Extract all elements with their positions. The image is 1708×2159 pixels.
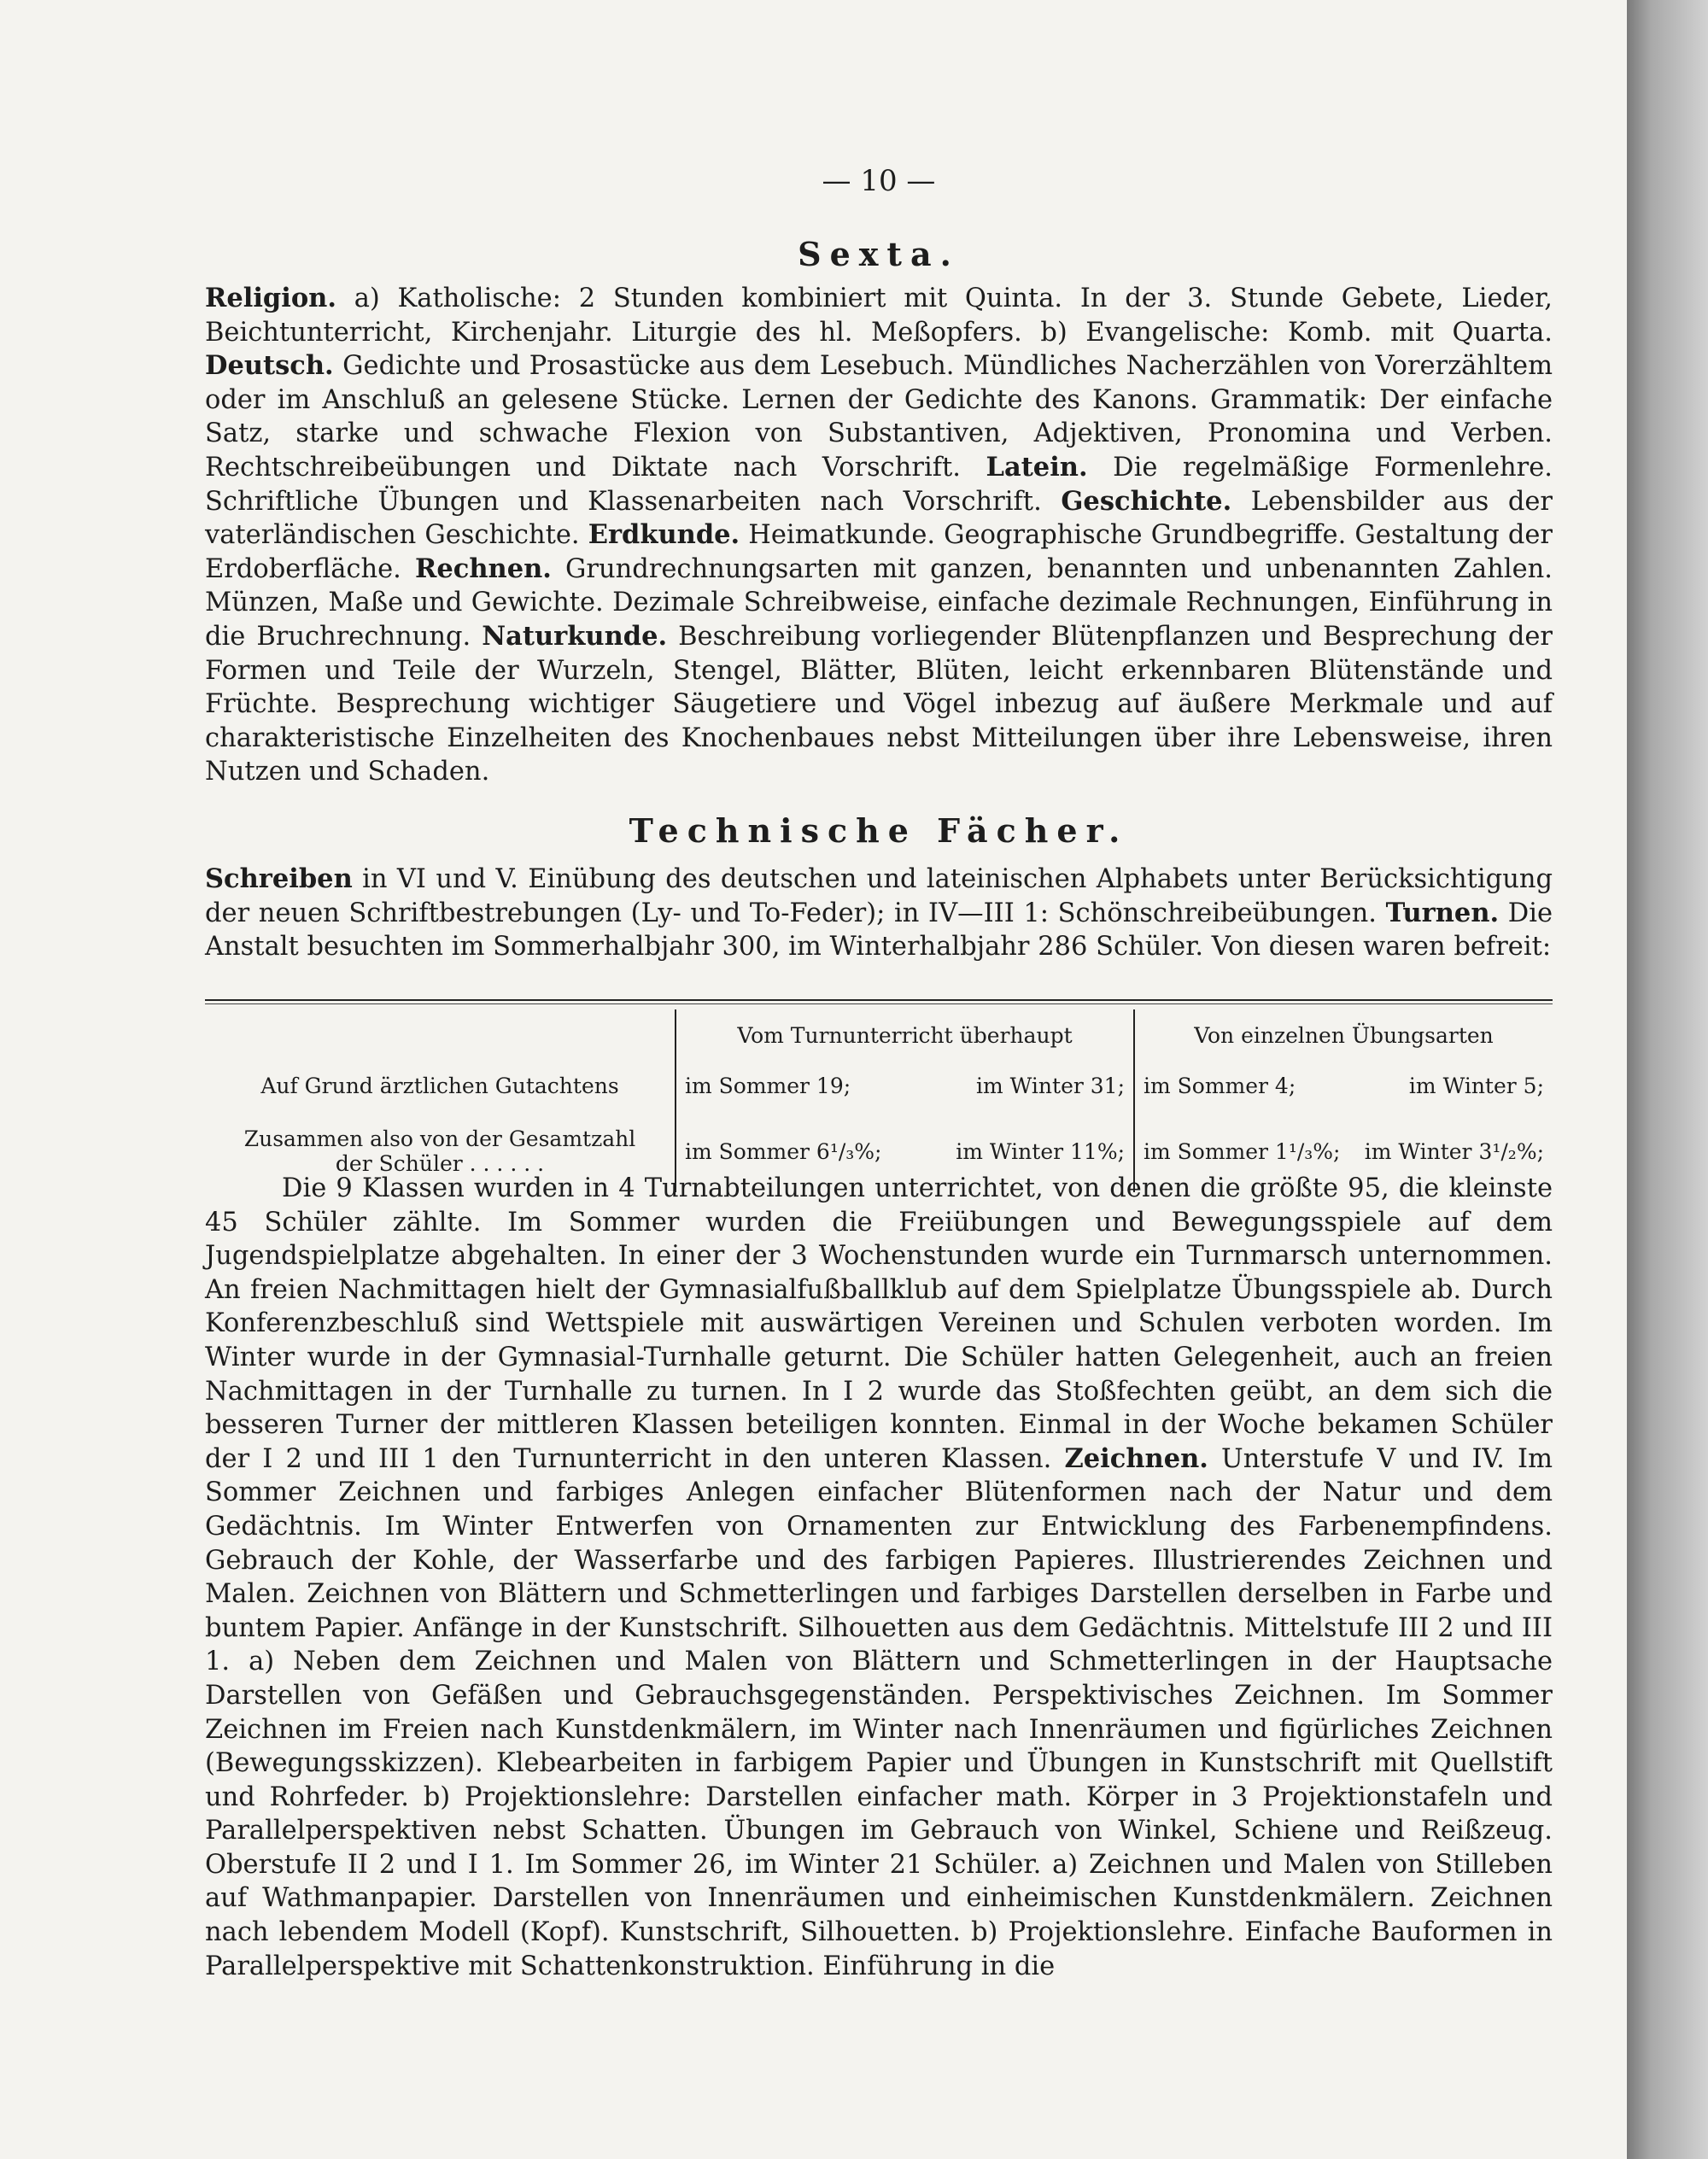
table-top-rule-thin: [205, 1003, 1553, 1004]
text-turnen: Die Anstalt besuchten im Sommerhalbjahr 300, im Winterhalbjahr 286 Schüler. Von diesen waren befreit:: [205, 898, 1553, 962]
table-header-empty: [205, 1009, 676, 1061]
subject-geschichte: Geschichte.: [1061, 485, 1232, 517]
page-number: — 10 —: [822, 164, 936, 198]
subject-latein: Latein.: [986, 451, 1088, 483]
cell-value: im Sommer 19;: [685, 1073, 851, 1098]
cell-value: im Winter 31;: [976, 1073, 1125, 1098]
text-schreiben: in VI und V. Einübung des deutschen und lateinischen Alphabets unter Berücksichtigung der neuen Schriftbestrebungen (Ly- und To-Feder); in IV—III 1: Schönschreibeübungen.: [205, 864, 1553, 928]
subject-deutsch: Deutsch.: [205, 350, 334, 382]
cell-partial-medical: [1134, 1061, 1553, 1110]
row-label-line: der Schüler . . . . . .: [335, 1151, 545, 1176]
table-top-rule: [205, 999, 1553, 1001]
sexta-paragraph: [205, 282, 1553, 789]
text-naturkunde: Beschreibung vorliegender Blütenpflanzen und Besprechung der Formen und Teile der Wurzeln, Stengel, Blätter, Blüten, leicht erkennbaren Blütenstände und Früchte. Besprechung wichtiger Säugetiere und Vögel inbezug auf äußere Merkmale und auf charakteristische Einzelheiten des Knochenbaues nebst Mitteilungen über ihre Lebensweise, ihren Nutzen und Schaden.: [205, 621, 1553, 787]
technische-paragraph: [205, 863, 1553, 964]
sexta-heading: Sexta.: [798, 235, 960, 273]
table-header-overall: Vom Turnunterricht überhaupt: [676, 1009, 1134, 1061]
text-zeichnen: Unterstufe V und IV. Im Sommer Zeichnen und farbiges Anlegen einfacher Blütenformen nach der Natur und dem Gedächtnis. Im Winter Entwerfen von Ornamenten zur Entwicklung des Farbenempfindens. Gebrauch der Kohle, der Wasserfarbe und des farbigen Papieres. Illustrierendes Zeichnen und Malen. Zeichnen von Blättern und Schmetterlingen und farbiges Darstellen derselben in Farbe und buntem Papier. Anfänge in der Kunstschrift. Silhouetten aus dem Gedächtnis. Mittelstufe III 2 und III 1. a) Neben dem Zeichnen und Malen von Blättern und Schmetterlingen in der Hauptsache Darstellen von Gefäßen und Gebrauchsgegenständen. Perspektivisches Zeichnen. Im Sommer Zeichnen im Freien nach Kunstdenkmälern, im Winter nach Innenräumen und figürliches Zeichnen (Bewegungsskizzen). Klebearbeiten in farbigem Papier und Übungen in Kunstschrift mit Quellstift und Rohrfeder. b) Projektionslehre: Darstellen einfacher math. Körper in 3 Projektionstafeln und Parallelperspektiven nebst Schatten. Übungen im Gebrauch von Winkel, Schiene und Reißzeug. Oberstufe II 2 und I 1. Im Sommer 26, im Winter 21 Schüler. a) Zeichnen und Malen von Stilleben auf Wathmanpapier. Darstellen von Innenräumen und einheimischen Kunstdenkmälern. Zeichnen nach lebendem Modell (Kopf). Kunstschrift, Silhouetten. b) Projektionslehre. Einfache Bauformen in Parallelperspektive mit Schattenkonstruktion. Einführung in die: [205, 1443, 1553, 1981]
subject-naturkunde: Naturkunde.: [482, 620, 668, 652]
exemption-table: [205, 1009, 1553, 1192]
subject-schreiben: Schreiben: [205, 863, 353, 894]
row-label-medical: Auf Grund ärztlichen Gutachtens: [260, 1073, 619, 1098]
text-latein: Die regelmäßige Formenlehre. Schriftliche Übungen und Klassenarbeiten nach Vorschrift.: [205, 452, 1553, 517]
table-row: [205, 1061, 1553, 1110]
technische-heading: Technische Fächer.: [629, 811, 1129, 850]
subject-rechnen: Rechnen.: [415, 553, 552, 584]
text-rechnen: Grundrechnungsarten mit ganzen, benannten und unbenannten Zahlen. Münzen, Maße und Gewichte. Dezimale Schreibweise, einfache dezimale Rechnungen, Einführung in die Bruchrechnung.: [205, 553, 1553, 652]
cell-value: im Winter 3¹/₂%;: [1364, 1138, 1544, 1164]
subject-zeichnen: Zeichnen.: [1064, 1442, 1208, 1474]
subject-erdkunde: Erdkunde.: [588, 519, 740, 551]
cell-value: im Sommer 1¹/₃%;: [1144, 1138, 1341, 1164]
subject-religion: Religion.: [205, 283, 336, 313]
text-deutsch: Gedichte und Prosastücke aus dem Lesebuch. Mündliches Nacherzählen von Vorerzähltem oder im Anschluß an gelesene Stücke. Lernen der Gedichte des Kanons. Grammatik: Der einfache Satz, starke und schwache Flexion von Substantiven, Adjektiven, Pronomina und Verben. Rechtschreibeübungen und Diktate nach Vorschrift.: [205, 351, 1553, 483]
cell-overall-medical: [676, 1061, 1134, 1110]
subject-turnen: Turnen.: [1385, 897, 1500, 928]
cell-value: im Sommer 4;: [1144, 1073, 1296, 1098]
table-header-row: [205, 1009, 1553, 1061]
row-label-line: Zusammen also von der Gesamtzahl: [243, 1126, 636, 1151]
text-geschichte: Lebensbilder aus der vaterländischen Geschichte.: [205, 486, 1553, 551]
turnen-zeichnen-paragraph: [205, 1172, 1553, 1983]
cell-value: im Winter 11%;: [956, 1138, 1125, 1164]
cell-value: im Winter 5;: [1408, 1073, 1544, 1098]
table-header-partial: Von einzelnen Übungsarten: [1134, 1009, 1553, 1061]
binding-shadow: [1627, 0, 1708, 2159]
cell-value: im Sommer 6¹/₃%;: [685, 1138, 882, 1164]
text-turnen-continued: Die 9 Klassen wurden in 4 Turnabteilungen unterrichtet, von denen die größte 95, die kleinste 45 Schüler zählte. Im Sommer wurden die Freiübungen und Bewegungsspiele auf dem Jugendspielplatze abgehalten. In einer der 3 Wochenstunden wurde ein Turnmarsch unternommen. An freien Nachmittagen hielt der Gymnasialfußballklub auf dem Spielplatze Übungsspiele ab. Durch Konferenzbeschluß sind Wettspiele mit auswärtigen Vereinen und Schulen verboten worden. Im Winter wurde in der Gymnasial-Turnhalle geturnt. Die Schüler hatten Gelegenheit, auch an freien Nachmittagen in der Turnhalle zu turnen. In I 2 wurde das Stoßfechten geübt, an dem sich die besseren Turner der mittleren Klassen beteiligen konnten. Einmal in der Woche bekamen Schüler der I 2 und III 1 den Turnunterricht in den unteren Klassen.: [205, 1173, 1553, 1474]
text-religion: a) Katholische: 2 Stunden kombiniert mit Quinta. In der 3. Stunde Gebete, Lieder, Beichtunterricht, Kirchenjahr. Liturgie des hl. Meßopfers. b) Evangelische: Komb. mit Quarta.: [205, 284, 1553, 348]
text-erdkunde: Heimatkunde. Geographische Grundbegriffe. Gestaltung der Erdoberfläche.: [205, 520, 1553, 584]
